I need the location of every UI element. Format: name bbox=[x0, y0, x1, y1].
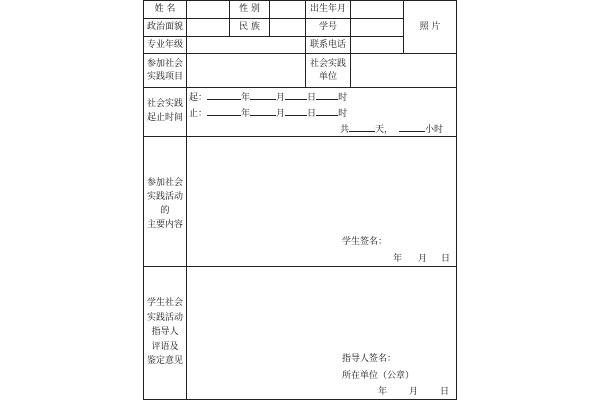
label-practice-content: 参加社会 实践活动 的 主要内容 bbox=[146, 178, 183, 230]
end-year-label: 年 bbox=[241, 109, 251, 119]
advisor-comment-area[interactable] bbox=[187, 267, 456, 351]
advisor-signature-field[interactable] bbox=[397, 352, 452, 364]
grid-line bbox=[456, 0, 457, 400]
total-hours-label: 小时 bbox=[425, 125, 444, 135]
advisor-signature-label: 指导人签名： bbox=[342, 354, 397, 364]
end-day-label: 日 bbox=[307, 109, 317, 119]
content-date-month: 月 bbox=[418, 254, 428, 264]
total-prefix: 共 bbox=[340, 125, 350, 135]
label-birth-date: 出生年月 bbox=[309, 4, 346, 14]
end-hour-label: 时 bbox=[338, 109, 348, 119]
student-signature-field[interactable] bbox=[386, 235, 452, 247]
student-id-field[interactable] bbox=[351, 19, 403, 36]
label-practice-project: 参加社会 实践项目 bbox=[146, 59, 183, 82]
phone-field[interactable] bbox=[351, 37, 456, 53]
start-year-blank[interactable] bbox=[207, 91, 241, 100]
label-practice-unit: 社会实践 单位 bbox=[309, 59, 346, 82]
end-month-label: 月 bbox=[276, 109, 286, 119]
end-time-line[interactable] bbox=[189, 107, 347, 120]
gender-field[interactable] bbox=[270, 1, 305, 18]
start-hour-label: 时 bbox=[338, 93, 348, 103]
unit-seal-label: 所在单位（公章） bbox=[342, 371, 415, 381]
practice-unit-field[interactable] bbox=[351, 54, 456, 87]
advisor-date-month: 月 bbox=[409, 387, 419, 397]
photo-placeholder[interactable]: 照 片 bbox=[419, 22, 441, 32]
total-days-label: 天， bbox=[375, 125, 394, 135]
total-hours-blank[interactable] bbox=[399, 123, 425, 132]
label-advisor-comment: 学生社会 实践活动 指导人 评语及 鉴定意见 bbox=[146, 298, 183, 366]
start-month-label: 月 bbox=[276, 93, 286, 103]
practice-content-area[interactable] bbox=[187, 137, 456, 233]
end-hour-blank[interactable] bbox=[316, 107, 338, 116]
advisor-date-day: 日 bbox=[440, 387, 450, 397]
label-name: 姓 名 bbox=[154, 4, 176, 14]
major-grade-field[interactable] bbox=[187, 37, 305, 53]
label-political-status: 政治面貌 bbox=[146, 22, 183, 32]
total-duration-line[interactable] bbox=[340, 123, 443, 136]
grid-line bbox=[143, 87, 456, 88]
start-time-line[interactable] bbox=[189, 91, 347, 104]
ethnicity-field[interactable] bbox=[270, 19, 305, 36]
advisor-date-year: 年 bbox=[378, 387, 388, 397]
end-prefix: 止： bbox=[189, 109, 208, 119]
practice-project-field[interactable] bbox=[187, 54, 305, 87]
student-signature-label: 学生签名： bbox=[342, 237, 388, 247]
political-status-field[interactable] bbox=[187, 19, 229, 36]
label-ethnicity: 民 族 bbox=[239, 22, 260, 32]
content-date-year: 年 bbox=[393, 254, 403, 264]
start-day-blank[interactable] bbox=[285, 91, 307, 100]
birth-date-field[interactable] bbox=[351, 1, 403, 18]
start-hour-blank[interactable] bbox=[316, 91, 338, 100]
start-year-label: 年 bbox=[241, 93, 251, 103]
end-year-blank[interactable] bbox=[207, 107, 241, 116]
label-practice-time: 社会实践 起止时间 bbox=[146, 99, 183, 123]
total-days-blank[interactable] bbox=[349, 123, 375, 132]
label-gender: 性 别 bbox=[239, 4, 260, 14]
content-date-day: 日 bbox=[441, 254, 451, 264]
label-phone: 联系电话 bbox=[309, 40, 346, 50]
end-month-blank[interactable] bbox=[250, 107, 276, 116]
label-major-grade: 专业年级 bbox=[146, 40, 183, 50]
label-student-id: 学号 bbox=[318, 22, 337, 32]
start-day-label: 日 bbox=[307, 93, 317, 103]
end-day-blank[interactable] bbox=[285, 107, 307, 116]
start-month-blank[interactable] bbox=[250, 91, 276, 100]
start-prefix: 起： bbox=[189, 93, 208, 103]
name-field[interactable] bbox=[187, 1, 229, 18]
